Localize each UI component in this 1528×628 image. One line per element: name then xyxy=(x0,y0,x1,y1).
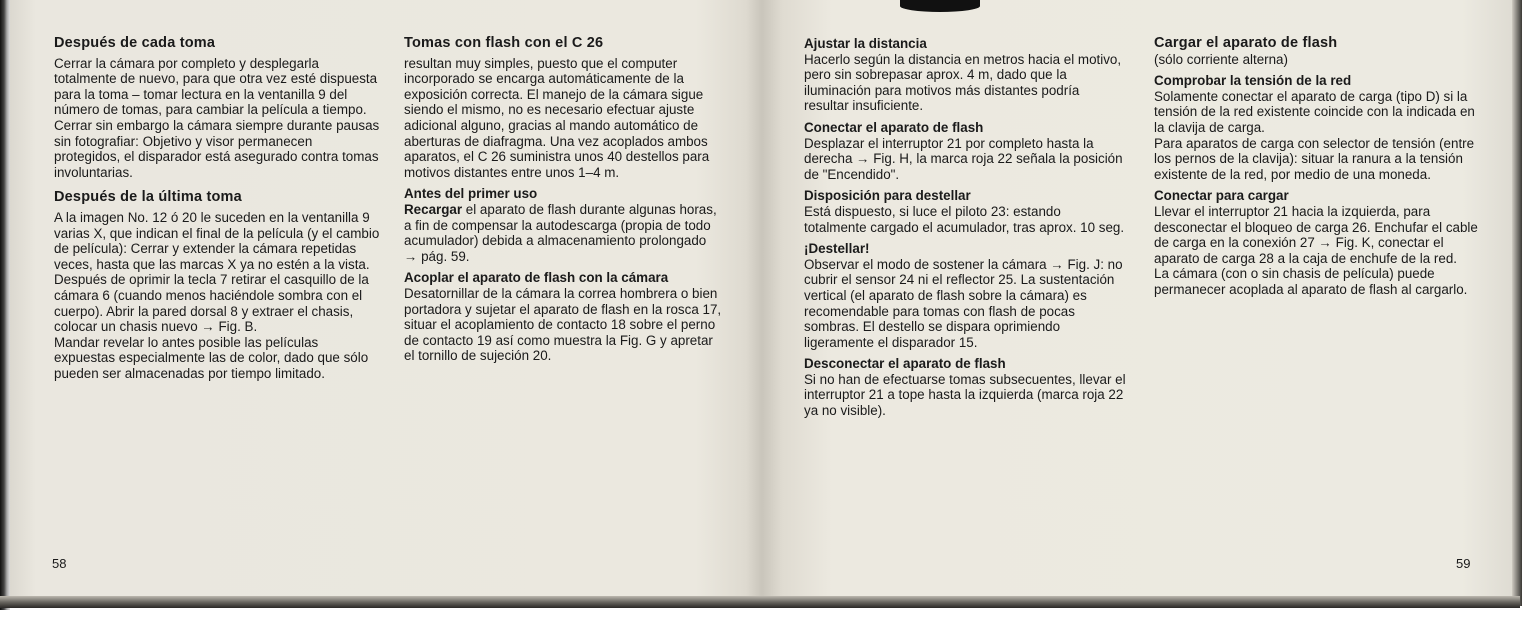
book-right-edge xyxy=(1512,0,1522,606)
paragraph: Mandar revelar lo antes posible las películas expuestas especialmente las de color, dado que sólo pueden ser almacenadas por tiempo limitado. xyxy=(54,334,369,381)
heading-destellar: ¡Destellar! xyxy=(804,241,870,257)
paragraph: Observar el modo de sostener la cámara → Fig. J: no cubrir el sensor 24 ni el reflector 25. La sustentación vertical (el aparato de flash sobre la cámara) es recomendable para tomas con flash de pocas sombras. El destello se dispara oprimiendo ligeramente el disparador 15. xyxy=(804,256,1123,350)
left-page xyxy=(6,0,762,598)
paragraph xyxy=(404,202,722,264)
paragraph: Llevar el interruptor 21 hacia la izquierda, para desconectar el bloqueo de carga 26. Enchufar el cable de carga en la conexión 27 → Fig. K, conectar el aparato de carga 28 a la caja de enchufe de la red. xyxy=(1154,203,1478,266)
paragraph: Solamente conectar el aparato de carga (tipo D) si la tensión de la red existente coincide con la indicada en la clavija de carga. xyxy=(1154,88,1475,135)
bold-term: Recargar xyxy=(404,201,463,217)
subheading: (sólo corriente alterna) xyxy=(1154,51,1288,67)
paragraph: Cerrar la cámara por completo y desplegarla totalmente de nuevo, para que otra vez esté dispuesta para la toma – tomar lectura en la ventanilla 9 del número de tomas, para cambiar la película a tiempo. xyxy=(54,55,378,118)
heading-despues-cada-toma: Después de cada toma xyxy=(54,35,216,51)
paragraph: Cerrar sin embargo la cámara siempre durante pausas sin fotografiar: Objetivo y visor permanecen protegidos, el disparador está asegurado contra tomas involuntarias. xyxy=(54,117,380,180)
page-number-right: 59 xyxy=(1456,556,1471,571)
paragraph: Está dispuesto, si luce el piloto 23: estando totalmente cargado el acumulador, tras aprox. 10 seg. xyxy=(804,203,1125,235)
paragraph: Para aparatos de carga con selector de tensión (entre los pernos de la clavija): situar la ranura a la tensión existente de la red, por medio de una moneda. xyxy=(1154,135,1475,182)
paragraph: Después de oprimir la tecla 7 retirar el casquillo de la cámara 6 (cuando menos haciéndole sombra con el cuerpo). Abrir la pared dorsal 8 y extraer el chasis, colocar un chasis nuevo → Fig. B. xyxy=(54,272,369,335)
left-col-1 xyxy=(54,36,382,381)
heading-conectar-cargar: Conectar para cargar xyxy=(1154,188,1289,204)
heading-acoplar-flash: Acoplar el aparato de flash con la cámara xyxy=(404,270,669,286)
heading-cargar-flash: Cargar el aparato de flash xyxy=(1154,35,1338,51)
heading-ajustar-distancia: Ajustar la distancia xyxy=(804,36,927,51)
paragraph: La cámara (con o sin chasis de película) puede permanecer acoplada al aparato de flash al cargarlo. xyxy=(1154,266,1468,297)
left-col-2 xyxy=(404,36,722,364)
right-col-1 xyxy=(804,36,1126,419)
paragraph: A la imagen No. 12 ó 20 le suceden en la ventanilla 9 varias X, que indican el final de la película (y el cambio de película): Cerrar y extender la cámara repetidas veces, hasta que las marcas X ya no estén a la vista. xyxy=(54,209,380,272)
paragraph: Si no han de efectuarse tomas subsecuentes, llevar el interruptor 21 a tope hasta la izquierda (marca roja 22 ya no visible). xyxy=(804,371,1126,419)
page-number-left: 58 xyxy=(52,556,67,571)
heading-despues-ultima-toma: Después de la última toma xyxy=(54,189,242,206)
book-bottom-edge xyxy=(0,596,1520,608)
paragraph: Hacerlo según la distancia en metros hacia el motivo, pero sin sobrepasar aprox. 4 m, dado que la iluminación para motivos más distantes podría resultar insuficiente. xyxy=(804,51,1122,114)
heading-disposicion-destellar: Disposición para destellar xyxy=(804,188,971,204)
heading-tomas-con-flash: Tomas con flash con el C 26 xyxy=(404,35,604,51)
heading-comprobar-tension: Comprobar la tensión de la red xyxy=(1154,73,1352,89)
paragraph-text: el aparato de flash durante algunas horas, a fin de compensar la autodescarga (propia de todo acumulador) debida a almacenamiento prolongado → pág. 59. xyxy=(404,201,717,264)
paragraph: resultan muy simples, puesto que el computer incorporado se encarga automáticamente de la exposición correcta. El manejo de la cámara sigue siendo el mismo, no es necesario efectuar ajuste adicional alguno, gracias al mando automático de aberturas de diafragma. Una vez acoplados ambos aparatos, el C 26 suministra unos 40 destellos para motivos distantes entre unos 1–4 m. xyxy=(404,55,710,180)
paragraph: Desplazar el interruptor 21 por completo hasta la derecha → Fig. H, la marca roja 22 señala la posición de "Encendido". xyxy=(804,135,1123,182)
right-page xyxy=(762,0,1514,598)
top-shadow xyxy=(900,0,980,12)
heading-antes-primer-uso: Antes del primer uso xyxy=(404,186,538,202)
book-left-edge xyxy=(0,0,10,610)
heading-desconectar-flash: Desconectar el aparato de flash xyxy=(804,356,1006,372)
heading-conectar-flash: Conectar el aparato de flash xyxy=(804,119,984,135)
right-col-2 xyxy=(1154,36,1480,298)
paragraph: Desatornillar de la cámara la correa hombrera o bien portadora y sujetar el aparato de flash en la rosca 17, situar el acoplamiento de contacto 18 sobre el perno de contacto 19 así como muestra la Fig. G y apretar el tornillo de sujeción 20. xyxy=(404,285,722,364)
